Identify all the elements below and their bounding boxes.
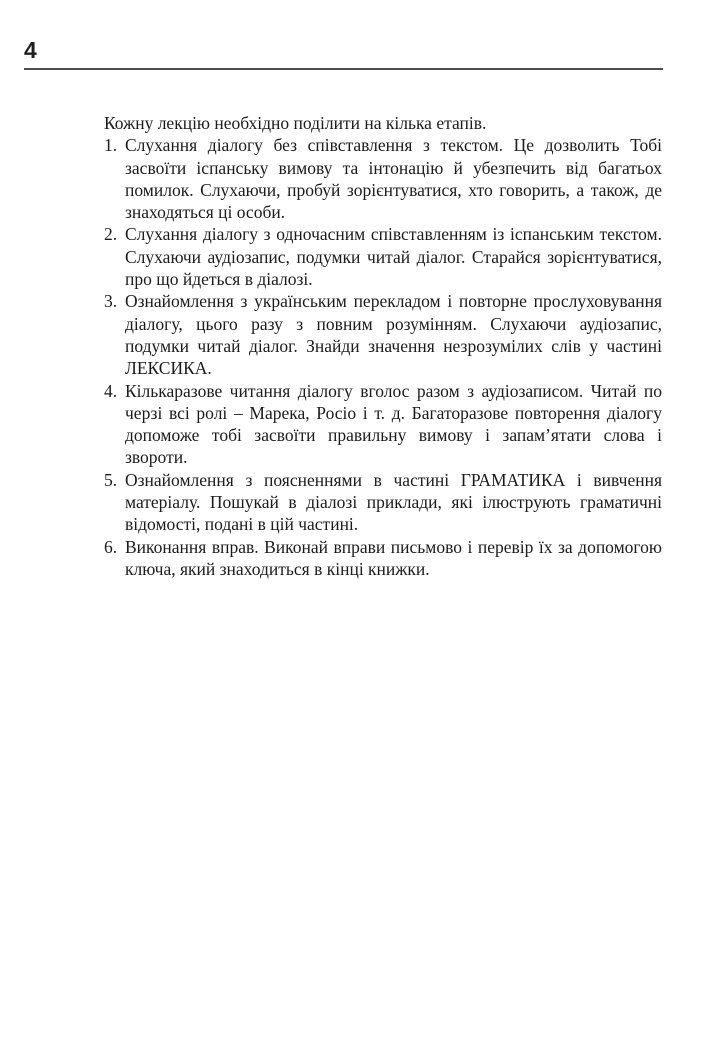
body-text: [104, 112, 662, 580]
page-header: [24, 36, 663, 70]
list-item: [104, 536, 662, 581]
list-item-number: 4.: [104, 380, 118, 401]
list-item-text: Ознайомлення з поясненнями в частині ГРАМАТИКА і вивчення матеріалу. Пошукай в діалозі приклади, які ілюструють граматичні відомості, подані в цій частині.: [125, 469, 662, 535]
list-item-text: Кількаразове читання діалогу вголос разом з аудіозаписом. Читай по черзі всі ролі – Марека, Росіо і т. д. Багаторазове повторення діалогу допоможе тобі засвоїти правильну вимову і запам’ятати слова і звороти.: [125, 380, 662, 468]
list-item: [104, 134, 662, 223]
list-item-number: 2.: [104, 224, 118, 245]
page-number: 4: [24, 37, 37, 63]
list-item-text: Слухання діалогу без співставлення з текстом. Це дозволить Тобі засвоїти іспанську вимову та інтонацію й убезпечить від багатьох помилок. Слухаючи, пробуй зорієнтуватися, хто говорить, а також, де знаходяться ці особи.: [125, 135, 662, 223]
list-item-number: 5.: [104, 469, 118, 490]
list-item: [104, 290, 662, 379]
list-item-number: 3.: [104, 291, 118, 312]
list-item-text: Виконання вправ. Виконай вправи письмово і перевір їх за допомогою ключа, який знаходиться в кінці книжки.: [125, 536, 662, 579]
list-item: [104, 380, 662, 469]
list-item: [104, 469, 662, 536]
list-item-text: Слухання діалогу з одночасним співставленням із іспанським текстом. Слухаючи аудіозапис, подумки читай діалог. Старайся зорієнтуватися, про що йдеться в діалозі.: [125, 224, 662, 290]
header-rule: [24, 68, 663, 70]
list-item: [104, 223, 662, 290]
list-item-number: 1.: [104, 135, 118, 156]
list-item-number: 6.: [104, 536, 118, 557]
intro-paragraph: Кожну лекцію необхідно поділити на кілька етапів.: [104, 113, 487, 133]
list-item-text: Ознайомлення з українським перекладом і повторне прослуховування діалогу, цього разу з повним розумінням. Слухаючи аудіозапис, подумки читай діалог. Знайди значення незрозумілих слів у частині ЛЕКСИКА.: [125, 291, 662, 379]
steps-list: [104, 134, 662, 580]
